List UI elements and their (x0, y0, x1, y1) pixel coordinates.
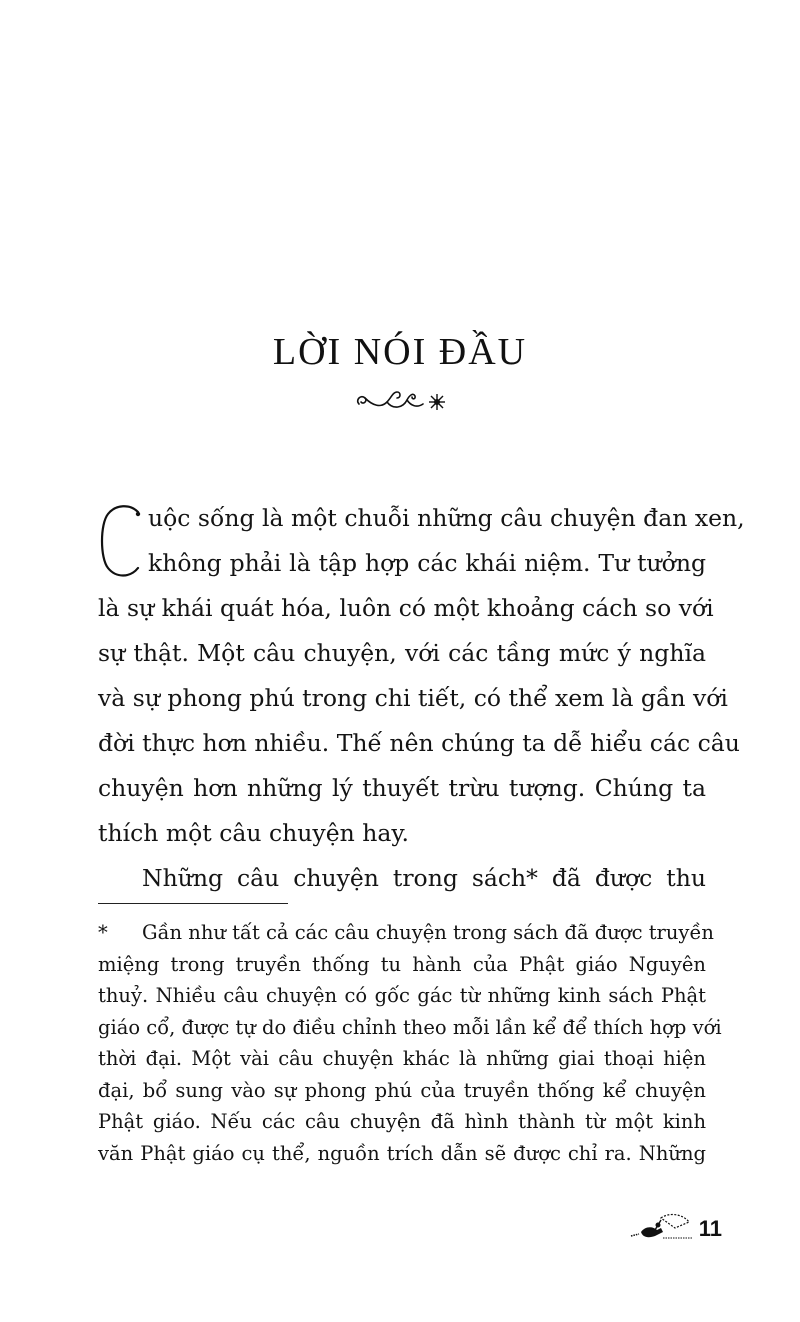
body-line: Những câu chuyện trong sách* đã được thu (142, 864, 706, 892)
footnote (98, 917, 722, 1169)
page-footer (627, 1212, 722, 1240)
footnote-line: Phật giáo. Nếu các câu chuyện đã hình thành từ một kinh (98, 1110, 706, 1133)
footnote-line: văn Phật giáo cụ thể, nguồn trích dẫn sẽ được chỉ ra. Những (98, 1141, 706, 1165)
chapter-title: LỜI NÓI ĐẦU (272, 331, 528, 373)
footnote-line: miệng trong truyền thống tu hành của Phật giáo Nguyên (98, 952, 706, 976)
body-text (98, 496, 745, 901)
footnote-line: đại, bổ sung vào sự phong phú của truyền thống kể chuyện (98, 1078, 706, 1102)
footnote-line: giáo cổ, được tự do điều chỉnh theo mỗi lần kể để thích hợp với (98, 1015, 722, 1039)
figure-with-umbrella-icon (627, 1212, 695, 1240)
footnote-line: thuỷ. Nhiều câu chuyện có gốc gác từ những kinh sách Phật (98, 984, 706, 1007)
body-line: đời thực hơn nhiều. Thế nên chúng ta dễ hiểu các câu (98, 729, 740, 757)
body-line: sự thật. Một câu chuyện, với các tầng mức ý nghĩa (98, 639, 706, 667)
footnote-marker: * (98, 921, 108, 944)
footnote-line (98, 917, 714, 949)
body-line: chuyện hơn những lý thuyết trừu tượng. Chúng ta (98, 774, 706, 802)
body-line: là sự khái quát hóa, luôn có một khoảng cách so với (98, 594, 714, 622)
footnote-line: thời đại. Một vài câu chuyện khác là những giai thoại hiện (98, 1047, 706, 1070)
footnote-divider (98, 903, 288, 904)
body-line: uộc sống là một chuỗi những câu chuyện đan xen, (148, 504, 745, 532)
page-number: 11 (698, 1216, 722, 1241)
drop-cap (98, 502, 142, 580)
footnote-text: Gần như tất cả các câu chuyện trong sách đã được truyền (142, 921, 714, 944)
body-line: thích một câu chuyện hay. (98, 819, 409, 847)
body-line: và sự phong phú trong chi tiết, có thể xem là gần với (98, 684, 728, 712)
body-line: không phải là tập hợp các khái niệm. Tư tưởng (148, 549, 706, 577)
scroll-flourish-star-icon (353, 384, 449, 414)
